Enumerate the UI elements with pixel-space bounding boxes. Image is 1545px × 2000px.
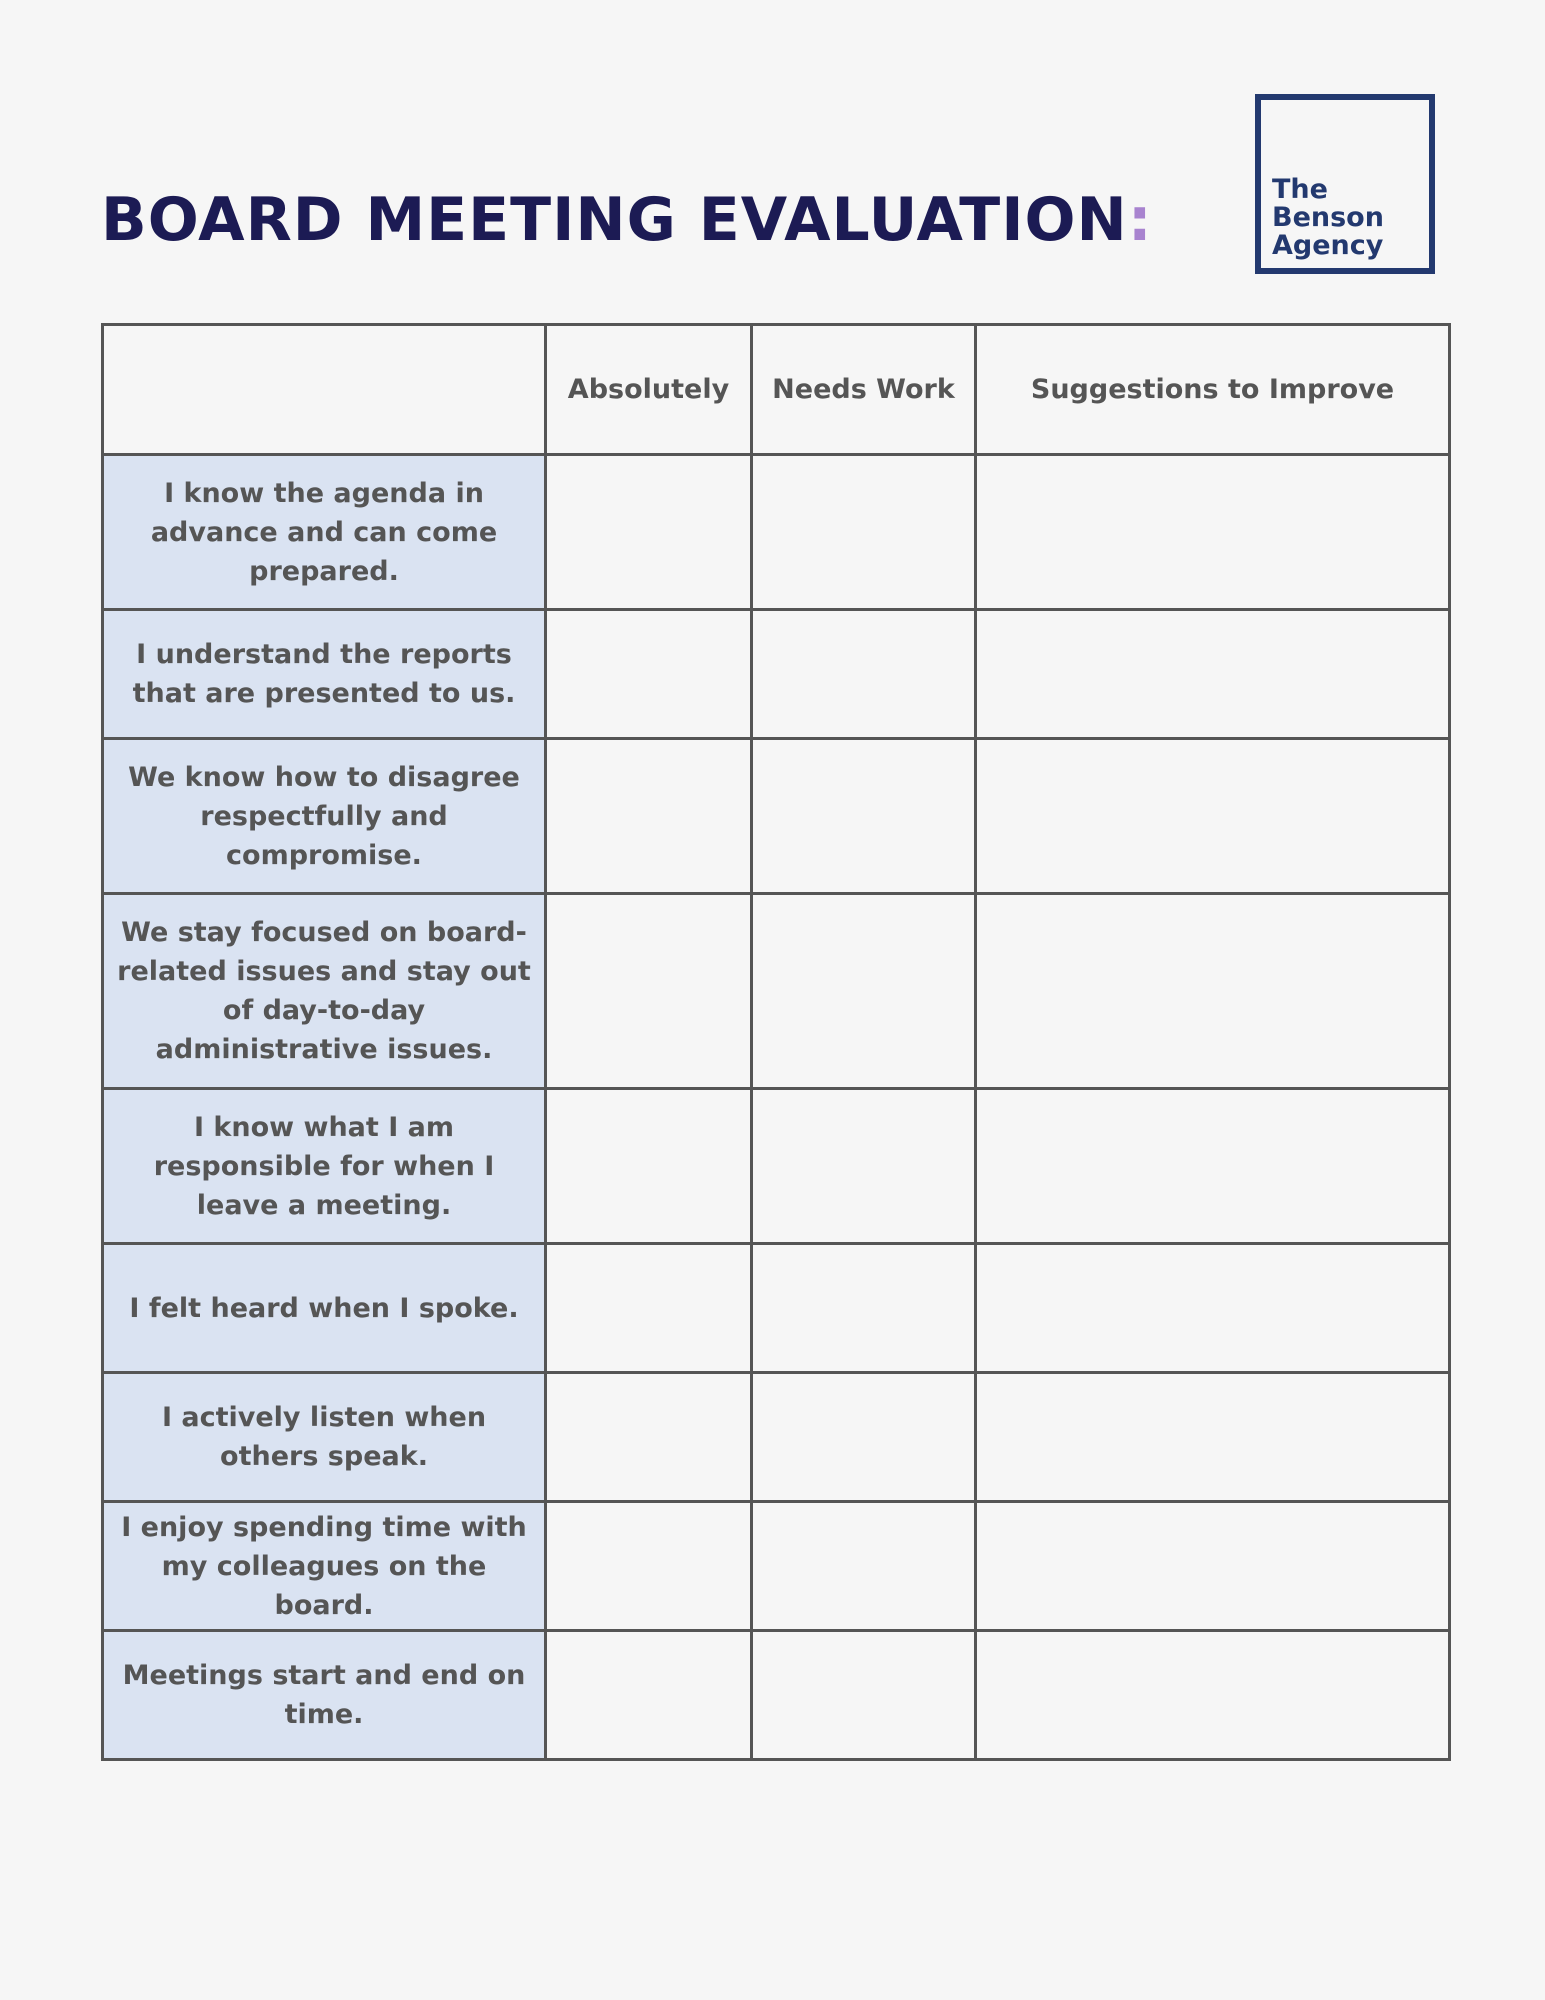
question-cell: I know the agenda in advance and can come prepared. (103, 455, 546, 610)
needs-work-cell[interactable] (752, 455, 976, 610)
absolutely-cell[interactable] (546, 1089, 752, 1244)
table-row (103, 455, 1450, 610)
suggestions-cell[interactable] (976, 1631, 1450, 1760)
header-needs-work: Needs Work (752, 325, 976, 455)
table-row (103, 1244, 1450, 1373)
table-row (103, 1089, 1450, 1244)
suggestions-cell[interactable] (976, 1502, 1450, 1631)
needs-work-cell[interactable] (752, 1089, 976, 1244)
page-title (101, 178, 1153, 262)
question-cell: We stay focused on board-related issues and stay out of day-to-day administrative issues. (103, 894, 546, 1089)
logo-line-1: The (1272, 174, 1328, 205)
absolutely-cell[interactable] (546, 1631, 752, 1760)
needs-work-cell[interactable] (752, 739, 976, 894)
table-row (103, 739, 1450, 894)
suggestions-cell[interactable] (976, 455, 1450, 610)
header-row (103, 325, 1450, 455)
suggestions-cell[interactable] (976, 894, 1450, 1089)
question-cell: I actively listen when others speak. (103, 1373, 546, 1502)
absolutely-cell[interactable] (546, 894, 752, 1089)
header-absolutely: Absolutely (546, 325, 752, 455)
suggestions-cell[interactable] (976, 610, 1450, 739)
table-row (103, 1373, 1450, 1502)
needs-work-cell[interactable] (752, 1373, 976, 1502)
absolutely-cell[interactable] (546, 1502, 752, 1631)
absolutely-cell[interactable] (546, 739, 752, 894)
needs-work-cell[interactable] (752, 1502, 976, 1631)
title-text: BOARD MEETING EVALUATION (101, 185, 1128, 255)
header-blank (103, 325, 546, 455)
absolutely-cell[interactable] (546, 1244, 752, 1373)
logo-line-3: Agency (1272, 230, 1384, 261)
absolutely-cell[interactable] (546, 455, 752, 610)
header-suggestions: Suggestions to Improve (976, 325, 1450, 455)
benson-agency-logo (1255, 94, 1435, 274)
question-cell: Meetings start and end on time. (103, 1631, 546, 1760)
logo-text (1272, 176, 1384, 260)
question-cell: I enjoy spending time with my colleagues on the board. (103, 1502, 546, 1631)
needs-work-cell[interactable] (752, 894, 976, 1089)
suggestions-cell[interactable] (976, 1244, 1450, 1373)
suggestions-cell[interactable] (976, 739, 1450, 894)
evaluation-table (101, 323, 1451, 1761)
absolutely-cell[interactable] (546, 1373, 752, 1502)
logo-line-2: Benson (1272, 202, 1384, 233)
title-colon: : (1127, 185, 1153, 255)
table-row (103, 894, 1450, 1089)
table-row (103, 610, 1450, 739)
needs-work-cell[interactable] (752, 1244, 976, 1373)
suggestions-cell[interactable] (976, 1089, 1450, 1244)
table-row (103, 1502, 1450, 1631)
table-row (103, 1631, 1450, 1760)
question-cell: I felt heard when I spoke. (103, 1244, 546, 1373)
question-cell: I know what I am responsible for when I leave a meeting. (103, 1089, 546, 1244)
needs-work-cell[interactable] (752, 1631, 976, 1760)
question-cell: I understand the reports that are presented to us. (103, 610, 546, 739)
suggestions-cell[interactable] (976, 1373, 1450, 1502)
absolutely-cell[interactable] (546, 610, 752, 739)
question-cell: We know how to disagree respectfully and compromise. (103, 739, 546, 894)
needs-work-cell[interactable] (752, 610, 976, 739)
evaluation-rows (103, 455, 1450, 1760)
